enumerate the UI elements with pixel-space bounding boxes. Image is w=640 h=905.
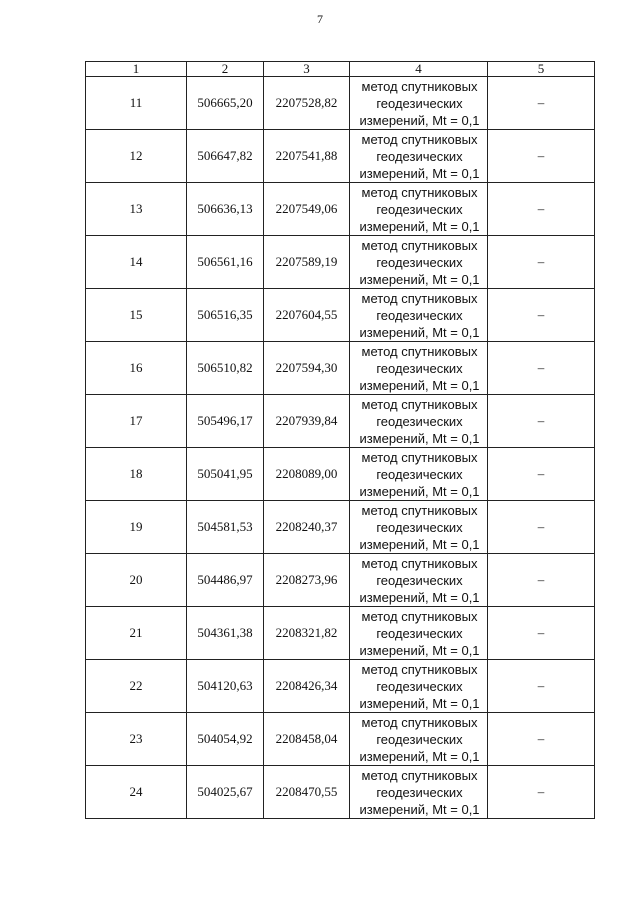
coord-x: 504361,38 <box>187 607 264 660</box>
table-row <box>86 395 595 448</box>
note-cell: – <box>488 448 595 501</box>
method-cell: метод спутниковых геодезических измерений, Mt = 0,1 <box>350 766 488 819</box>
table-row <box>86 342 595 395</box>
page-number: 7 <box>317 12 323 26</box>
coord-x: 505041,95 <box>187 448 264 501</box>
coord-y: 2208273,96 <box>264 554 350 607</box>
point-number: 20 <box>86 554 187 607</box>
point-number: 24 <box>86 766 187 819</box>
point-number: 21 <box>86 607 187 660</box>
note-cell: – <box>488 395 595 448</box>
method-cell: метод спутниковых геодезических измерений, Mt = 0,1 <box>350 183 488 236</box>
coord-x: 504120,63 <box>187 660 264 713</box>
method-cell: метод спутниковых геодезических измерений, Mt = 0,1 <box>350 501 488 554</box>
table-row <box>86 289 595 342</box>
coord-x: 505496,17 <box>187 395 264 448</box>
coord-y: 2208089,00 <box>264 448 350 501</box>
coord-x: 506636,13 <box>187 183 264 236</box>
header-col-3: 3 <box>264 62 350 77</box>
point-number: 16 <box>86 342 187 395</box>
method-cell: метод спутниковых геодезических измерений, Mt = 0,1 <box>350 607 488 660</box>
method-cell: метод спутниковых геодезических измерений, Mt = 0,1 <box>350 554 488 607</box>
point-number: 15 <box>86 289 187 342</box>
coord-y: 2208321,82 <box>264 607 350 660</box>
table-body <box>86 77 595 819</box>
note-cell: – <box>488 130 595 183</box>
table-row <box>86 607 595 660</box>
coordinates-table <box>85 61 595 819</box>
coord-x: 504054,92 <box>187 713 264 766</box>
method-cell: метод спутниковых геодезических измерений, Mt = 0,1 <box>350 342 488 395</box>
method-cell: метод спутниковых геодезических измерений, Mt = 0,1 <box>350 289 488 342</box>
table-row <box>86 77 595 130</box>
note-cell: – <box>488 660 595 713</box>
note-cell: – <box>488 713 595 766</box>
point-number: 17 <box>86 395 187 448</box>
header-col-5: 5 <box>488 62 595 77</box>
method-cell: метод спутниковых геодезических измерений, Mt = 0,1 <box>350 77 488 130</box>
note-cell: – <box>488 183 595 236</box>
method-cell: метод спутниковых геодезических измерений, Mt = 0,1 <box>350 395 488 448</box>
point-number: 18 <box>86 448 187 501</box>
coord-x: 504025,67 <box>187 766 264 819</box>
coord-y: 2207939,84 <box>264 395 350 448</box>
method-cell: метод спутниковых геодезических измерений, Mt = 0,1 <box>350 660 488 713</box>
table-row <box>86 713 595 766</box>
point-number: 23 <box>86 713 187 766</box>
coord-x: 506510,82 <box>187 342 264 395</box>
coord-x: 504486,97 <box>187 554 264 607</box>
point-number: 11 <box>86 77 187 130</box>
method-cell: метод спутниковых геодезических измерений, Mt = 0,1 <box>350 713 488 766</box>
note-cell: – <box>488 342 595 395</box>
coord-y: 2207541,88 <box>264 130 350 183</box>
method-cell: метод спутниковых геодезических измерений, Mt = 0,1 <box>350 236 488 289</box>
table-row <box>86 660 595 713</box>
coord-x: 504581,53 <box>187 501 264 554</box>
point-number: 14 <box>86 236 187 289</box>
note-cell: – <box>488 77 595 130</box>
method-cell: метод спутниковых геодезических измерений, Mt = 0,1 <box>350 130 488 183</box>
table-row <box>86 448 595 501</box>
point-number: 19 <box>86 501 187 554</box>
coord-x: 506516,35 <box>187 289 264 342</box>
header-col-2: 2 <box>187 62 264 77</box>
note-cell: – <box>488 289 595 342</box>
note-cell: – <box>488 501 595 554</box>
coord-y: 2208458,04 <box>264 713 350 766</box>
table-row <box>86 554 595 607</box>
table-row <box>86 766 595 819</box>
header-col-4: 4 <box>350 62 488 77</box>
method-cell: метод спутниковых геодезических измерений, Mt = 0,1 <box>350 448 488 501</box>
coord-x: 506665,20 <box>187 77 264 130</box>
coord-y: 2208426,34 <box>264 660 350 713</box>
note-cell: – <box>488 554 595 607</box>
note-cell: – <box>488 236 595 289</box>
coord-y: 2207589,19 <box>264 236 350 289</box>
table-row <box>86 236 595 289</box>
coord-y: 2208240,37 <box>264 501 350 554</box>
note-cell: – <box>488 766 595 819</box>
coord-y: 2207549,06 <box>264 183 350 236</box>
header-col-1: 1 <box>86 62 187 77</box>
table-row <box>86 183 595 236</box>
point-number: 13 <box>86 183 187 236</box>
point-number: 22 <box>86 660 187 713</box>
table-row <box>86 130 595 183</box>
coord-y: 2207528,82 <box>264 77 350 130</box>
header-row <box>86 62 595 77</box>
coord-y: 2207594,30 <box>264 342 350 395</box>
table-header <box>86 62 595 77</box>
coord-y: 2207604,55 <box>264 289 350 342</box>
note-cell: – <box>488 607 595 660</box>
table-row <box>86 501 595 554</box>
point-number: 12 <box>86 130 187 183</box>
coord-x: 506647,82 <box>187 130 264 183</box>
coord-x: 506561,16 <box>187 236 264 289</box>
coord-y: 2208470,55 <box>264 766 350 819</box>
